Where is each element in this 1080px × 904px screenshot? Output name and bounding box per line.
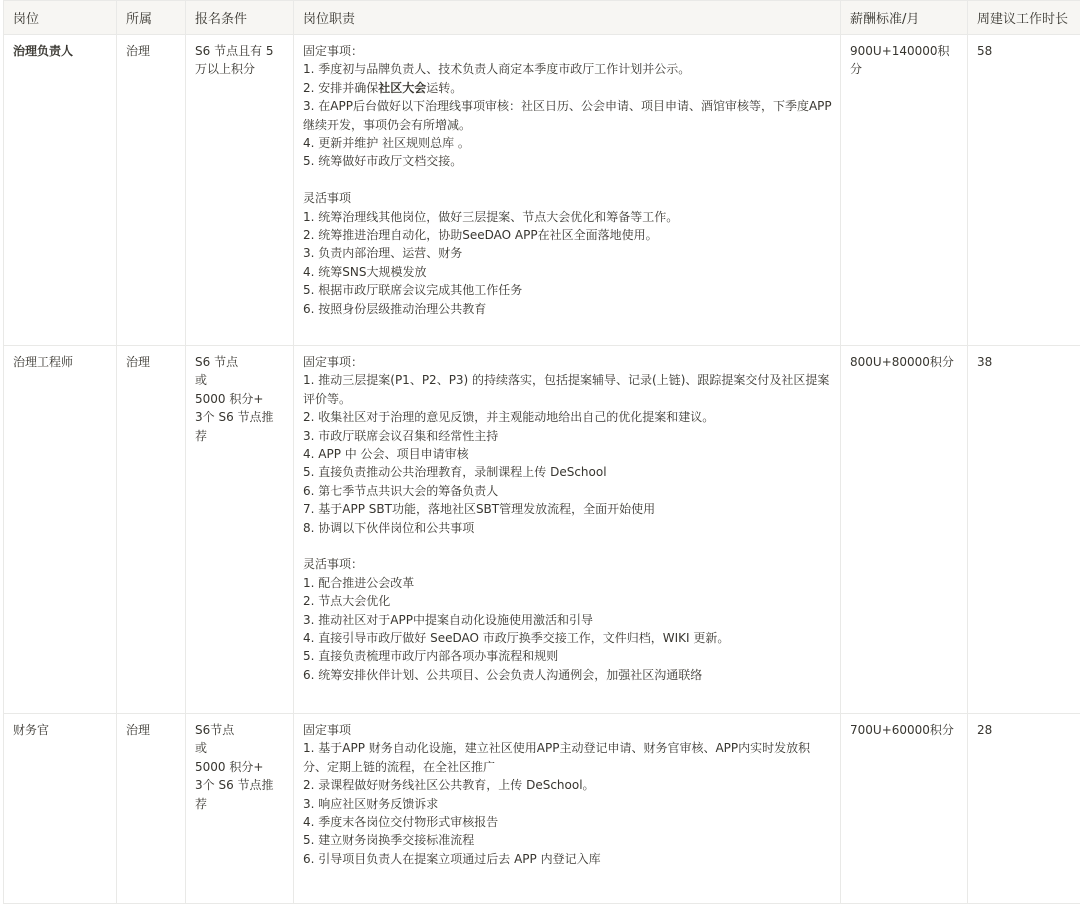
condition-line: S6 节点且有 5 xyxy=(195,42,285,60)
cell-duties[interactable] xyxy=(294,346,841,714)
cell-dept[interactable]: 治理 xyxy=(117,346,186,714)
condition-line: 5000 积分+ xyxy=(195,758,285,776)
duty-item: 3. 推动社区对于APP中提案自动化设施使用激活和引导 xyxy=(303,611,832,629)
duty-item: 8. 协调以下伙伴岗位和公共事项 xyxy=(303,519,832,537)
duty-item: 4. 季度末各岗位交付物形式审核报告 xyxy=(303,813,832,831)
condition-line: 或 xyxy=(195,739,285,757)
duty-item: 5. 直接负责梳理市政厅内部各项办事流程和规则 xyxy=(303,647,832,665)
header-row xyxy=(4,1,1080,35)
table-row xyxy=(4,35,1080,346)
duty-item: 7. 基于APP SBT功能，落地社区SBT管理发放流程，全面开始使用 xyxy=(303,500,832,518)
header-condition[interactable]: 报名条件 xyxy=(186,1,294,35)
header-salary[interactable]: 薪酬标准/月 xyxy=(841,1,968,35)
cell-condition[interactable] xyxy=(186,35,294,346)
spacer xyxy=(303,171,832,189)
condition-line: 或 xyxy=(195,371,285,389)
duty-item: 5. 直接负责推动公共治理教育，录制课程上传 DeSchool xyxy=(303,463,832,481)
duty-text: 运转。 xyxy=(426,81,462,95)
cell-dept[interactable]: 治理 xyxy=(117,35,186,346)
cell-hours[interactable]: 58 xyxy=(968,35,1080,346)
condition-line: S6 节点 xyxy=(195,353,285,371)
duty-item: 1. 统筹治理线其他岗位，做好三层提案、节点大会优化和筹备等工作。 xyxy=(303,208,832,226)
condition-line: 3个 S6 节点推 xyxy=(195,776,285,794)
header-position[interactable]: 岗位 xyxy=(4,1,117,35)
condition-line: 5000 积分+ xyxy=(195,390,285,408)
duty-item: 5. 统筹做好市政厅文档交接。 xyxy=(303,152,832,170)
duties-fixed-title: 固定事项 xyxy=(303,721,832,739)
header-dept[interactable]: 所属 xyxy=(117,1,186,35)
duties-flex-title: 灵活事项： xyxy=(303,555,832,573)
duty-item: 4. 直接引导市政厅做好 SeeDAO 市政厅换季交接工作，文件归档，WIKI 更新。 xyxy=(303,629,832,647)
duty-item: 1. 配合推进公会改革 xyxy=(303,574,832,592)
condition-line: 荐 xyxy=(195,427,285,445)
condition-line: 3个 S6 节点推 xyxy=(195,408,285,426)
duty-item: 3. 负责内部治理、运营、财务 xyxy=(303,244,832,262)
duty-item: 6. 按照身份层级推动治理公共教育 xyxy=(303,300,832,318)
positions-table xyxy=(3,0,1080,904)
cell-hours[interactable]: 28 xyxy=(968,714,1080,904)
header-duties[interactable]: 岗位职责 xyxy=(294,1,841,35)
duties-flex-title: 灵活事项 xyxy=(303,189,832,207)
spacer xyxy=(303,537,832,555)
duty-emphasis: 社区大会 xyxy=(378,81,426,95)
cell-condition[interactable] xyxy=(186,714,294,904)
duty-item: 3. 在APP后台做好以下治理线事项审核：社区日历、公会申请、项目申请、酒馆审核等，下季度APP继续开发，事项仍会有所增减。 xyxy=(303,97,832,134)
duty-item: 1. 季度初与品牌负责人、技术负责人商定本季度市政厅工作计划并公示。 xyxy=(303,60,832,78)
header-hours[interactable]: 周建议工作时长 xyxy=(968,1,1080,35)
cell-hours[interactable]: 38 xyxy=(968,346,1080,714)
duty-item: 6. 引导项目负责人在提案立项通过后去 APP 内登记入库 xyxy=(303,850,832,868)
duty-item xyxy=(303,79,832,97)
cell-duties[interactable] xyxy=(294,35,841,346)
cell-dept[interactable]: 治理 xyxy=(117,714,186,904)
duty-item: 4. 统筹SNS大规模发放 xyxy=(303,263,832,281)
cell-duties[interactable] xyxy=(294,714,841,904)
condition-line: 荐 xyxy=(195,795,285,813)
duty-item: 1. 推动三层提案(P1、P2、P3) 的持续落实，包括提案辅导、记录(上链)、跟踪提案交付及社区提案评价等。 xyxy=(303,371,832,408)
cell-salary[interactable]: 800U+80000积分 xyxy=(841,346,968,714)
cell-position[interactable]: 财务官 xyxy=(4,714,117,904)
duty-item: 6. 统筹安排伙伴计划、公共项目、公会负责人沟通例会，加强社区沟通联络 xyxy=(303,666,832,684)
condition-line: S6节点 xyxy=(195,721,285,739)
duty-item: 1. 基于APP 财务自动化设施，建立社区使用APP主动登记申请、财务官审核、APP内实时发放积分、定期上链的流程，在全社区推广 xyxy=(303,739,832,776)
condition-line: 万以上积分 xyxy=(195,60,285,78)
cell-salary[interactable]: 900U+140000积分 xyxy=(841,35,968,346)
duty-item: 2. 节点大会优化 xyxy=(303,592,832,610)
duty-item: 5. 建立财务岗换季交接标准流程 xyxy=(303,831,832,849)
duty-item: 4. 更新并维护 社区规则总库 。 xyxy=(303,134,832,152)
cell-salary[interactable]: 700U+60000积分 xyxy=(841,714,968,904)
duty-item: 3. 响应社区财务反馈诉求 xyxy=(303,795,832,813)
cell-position[interactable]: 治理工程师 xyxy=(4,346,117,714)
position-name: 治理负责人 xyxy=(13,44,73,58)
duty-item: 5. 根据市政厅联席会议完成其他工作任务 xyxy=(303,281,832,299)
duties-fixed-title: 固定事项： xyxy=(303,353,832,371)
duty-item: 2. 统筹推进治理自动化，协助SeeDAO APP在社区全面落地使用。 xyxy=(303,226,832,244)
cell-position[interactable] xyxy=(4,35,117,346)
duty-item: 3. 市政厅联席会议召集和经常性主持 xyxy=(303,427,832,445)
duty-item: 6. 第七季节点共识大会的筹备负责人 xyxy=(303,482,832,500)
duty-text: 2. 安排并确保 xyxy=(303,81,378,95)
duty-item: 2. 录课程做好财务线社区公共教育，上传 DeSchool。 xyxy=(303,776,832,794)
table-row xyxy=(4,346,1080,714)
duties-fixed-title: 固定事项： xyxy=(303,42,832,60)
table-row xyxy=(4,714,1080,904)
duty-item: 2. 收集社区对于治理的意见反馈，并主观能动地给出自己的优化提案和建议。 xyxy=(303,408,832,426)
cell-condition[interactable] xyxy=(186,346,294,714)
duty-item: 4. APP 中 公会、项目申请审核 xyxy=(303,445,832,463)
